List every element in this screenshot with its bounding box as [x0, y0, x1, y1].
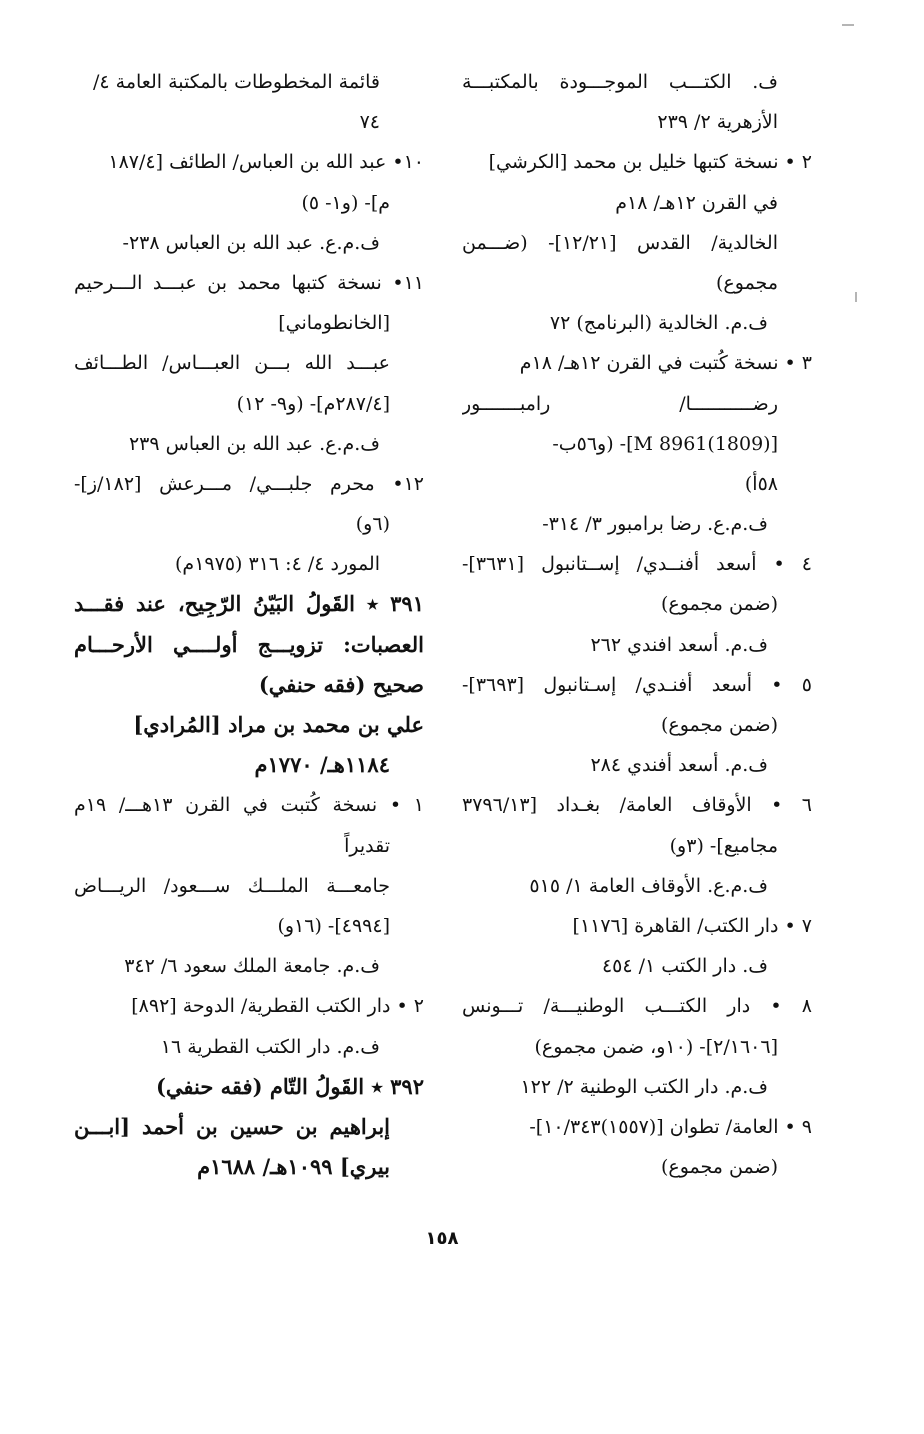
text-line: (ضمن مجموع)	[660, 593, 778, 616]
text-line: [٢/١٦٠٦]- (١٠و، ضمن مجموع)	[534, 1035, 778, 1058]
text-line: العصبات: تزويـــج أولــــي الأرحـــام	[74, 631, 424, 657]
text-line: إبراهيم بن حسين بن أحمد [ابـــن	[74, 1113, 390, 1139]
text-line: ١٢• محرم جلبـــي/ مـــرعش [١٨٢/ز]-	[74, 472, 424, 495]
text-line: ف.م.ع. رضا برامبور ٣/ ٣١٤-	[542, 513, 768, 536]
text-line: ف.م. أسعد أفندي ٢٨٤	[590, 754, 768, 777]
text-line: جامعـــة الملـــك ســـعود/ الريـــاض	[74, 874, 390, 897]
text-line: ف.م. دار الكتب الوطنية ٢/ ١٢٢	[520, 1075, 768, 1098]
text-line: ٦ • الأوقاف العامة/ بغـداد [٣٧٩٦/١٣	[462, 794, 812, 817]
text-line: ف.م.ع. عبد الله بن العباس ٢٣٩	[128, 432, 380, 455]
text-line: ف.م.ع. الأوقاف العامة ١/ ٥١٥	[529, 874, 768, 897]
text-line: بيري] ١٠٩٩هـ/ ١٦٨٨م	[197, 1154, 390, 1180]
text-line: [الخانطوماني]	[278, 312, 390, 335]
text-line: ٥ • أسعد أفنـدي/ إسـتانبول [٣٦٩٣]-	[462, 673, 812, 696]
text-line: ٣٩٢ ٭ القَولُ التّام (فقه حنفي)	[155, 1073, 424, 1099]
text-line: رضـــــــــــا/ رامبـــــــور	[462, 392, 778, 415]
text-line: مجاميع]- (٣و)	[669, 834, 778, 857]
text-line: ف. الكتـــب الموجـــودة بالمكتبـــة	[462, 71, 778, 93]
text-line: الأزهرية ٢/ ٢٣٩	[657, 111, 778, 134]
text-line: قائمة المخطوطات بالمكتبة العامة ٤/	[92, 71, 380, 93]
scan-mark	[842, 24, 854, 26]
text-line: علي بن محمد بن مراد [المُرادي]	[133, 712, 424, 737]
left-column	[74, 62, 424, 1187]
text-line: ٤ • أسعد أفنــدي/ إســتانبول [٣٦٣١]-	[462, 553, 812, 576]
text-line: ٧٤	[359, 111, 380, 134]
text-line: [(1809)8961 M]- (و٥٦ب-	[552, 432, 778, 455]
text-line: صحيح (فقه حنفي)	[258, 671, 424, 697]
text-line: م]- (و١- ٥)	[301, 191, 390, 214]
text-line: ١٠• عبد الله بن العباس/ الطائف [١٨٧/٤	[108, 151, 424, 174]
text-line: ١١• نسخة كتبها محمد بن عبـــد الـــرحيم	[74, 271, 424, 294]
text-line: ٥٨أ)	[744, 472, 778, 495]
text-line: ٣ • نسخة كُتبت في القرن ١٢هـ/ ١٨م	[519, 352, 812, 375]
text-line: الخالدية/ القدس [١٢/٢١]- (ضـــمن	[462, 231, 778, 254]
text-line: ف.م. الخالدية (البرنامج) ٧٢	[549, 312, 768, 335]
text-line: ١ • نسخة كُتبت في القرن ١٣هـــ/ ١٩م	[74, 794, 424, 817]
text-line: ف.م. أسعد افندي ٢٦٢	[590, 633, 768, 656]
text-line: في القرن ١٢هـ/ ١٨م	[615, 191, 778, 214]
text-line: المورد ٤/ ٤: ٣١٦ (١٩٧٥م)	[175, 553, 380, 576]
text-line: (ضمن مجموع)	[660, 1156, 778, 1179]
text-line: ف.م. جامعة الملك سعود ٦/ ٣٤٢	[124, 955, 380, 978]
text-line: [٤٩٩٤]- (١٦و)	[277, 914, 390, 937]
right-column	[462, 62, 812, 1187]
text-line: (٦و)	[355, 513, 390, 536]
text-line: ف. دار الكتب ١/ ٤٥٤	[601, 955, 768, 978]
text-line: ٢ • نسخة كتبها خليل بن محمد [الكرشي]	[488, 151, 812, 174]
text-line: (ضمن مجموع)	[660, 714, 778, 736]
text-line: مجموع)	[716, 271, 778, 294]
text-line: ف.م.ع. عبد الله بن العباس ٢٣٨-	[122, 231, 380, 254]
text-line: تقديراً	[344, 834, 390, 857]
text-line: ٨ • دار الكتـــب الوطنيـــة/ تـــونس	[462, 995, 812, 1018]
text-line: ٢ • دار الكتب القطرية/ الدوحة [٨٩٢]	[131, 995, 424, 1018]
text-line: ف.م. دار الكتب القطرية ١٦	[160, 1035, 380, 1058]
text-line: ٣٩١ ٭ القَولُ البَيّنُ الرّجِيح، عند فقـــد	[74, 591, 424, 617]
text-line: ٩ • العامة/ تطوان [(١٥٥٧)١٠/٣٤٣]-	[529, 1115, 812, 1138]
text-line: عبـــد الله بـــن العبـــاس/ الطـــائف	[74, 352, 390, 375]
page-number: ١٥٨	[425, 1228, 459, 1249]
text-line: ٧ • دار الكتب/ القاهرة [١١٧٦]	[572, 914, 812, 937]
scan-mark	[855, 292, 857, 302]
text-line: [٢٨٧/٤م]- (و٩- ١٢)	[236, 392, 390, 415]
text-line: ١١٨٤هـ/ ١٧٧٠م	[254, 752, 390, 778]
